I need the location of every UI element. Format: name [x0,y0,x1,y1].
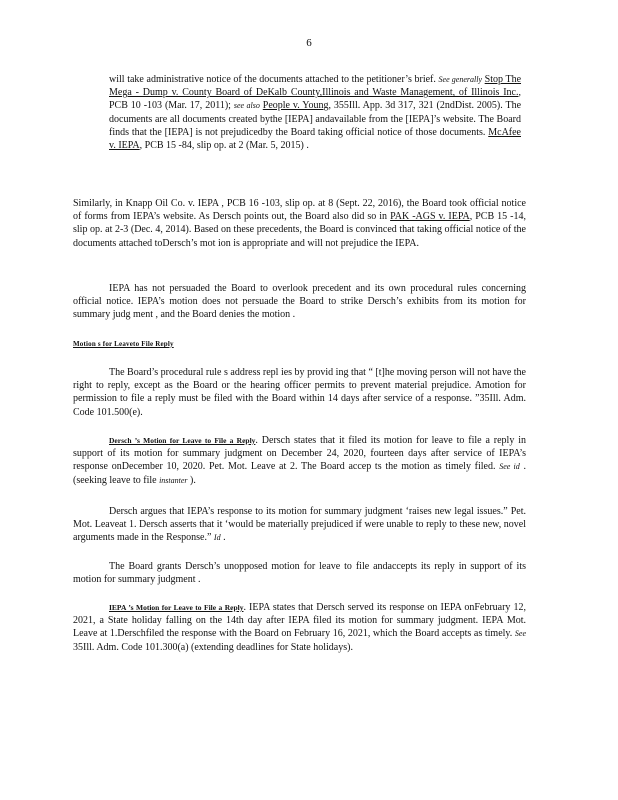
citation-text: , PCB 10 -103 (Mar. 17, 2011); [109,87,521,112]
instanter-term: instanter [159,475,188,485]
paragraph-text: . IEPA states that Dersch served its response on IEPA onFebruary 12, 2021, a State holiday falling on the 14th day after IEPA filed its motion for summary judgment. IEPA Mot. Leave at 1.Derschfiled the response with the Board on February 16, 2021, which the Board accepts as timely. [73,602,526,640]
signal-see-generally: See generally [438,75,482,84]
paragraph-text: IEPA has not persuaded the Board to overlook precedent and its own procedural rules concerning official notice. IEPA’s motion does not persuade the Board to strike Dersch’s exhibits from its motion for summary judg ment , and the Board denies the motion . [73,283,526,321]
run-in-heading: IEPA ’s Motion for Leave to File a Reply [109,603,244,612]
run-in-heading: Dersch ’s Motion for Leave to File a Reply [109,436,256,445]
paragraph-text: 35Ill. Adm. Code 101.300(a) (extending deadlines for State holidays). [73,641,353,653]
quote-sentence: will take administrative notice of the documents attached to the petitioner’s brief. [109,74,436,85]
section-heading: Motion s for Leaveto File Reply [73,340,174,348]
case-citation: PAK -AGS v. IEPA [390,211,470,223]
case-citation: Stop The Mega - Dump v. County Board of DeKalb County,Illinois and Waste Management, of Illinois Inc. [109,74,522,99]
paragraph-text: The Board grants Dersch’s unopposed motion for leave to file andaccepts its reply in support of its motion for summary judgment . [73,561,526,586]
paragraph-text: Similarly, in Knapp Oil Co. v. IEPA , PCB 16 -103, slip op. at 8 (Sept. 22, 2016), the Board took official notice of forms from IEPA’s website. As Dersch points out, the Board also did so in [73,198,526,223]
signal-id: Id [213,533,221,543]
signal-see-also: see also [233,101,260,111]
signal-see: See [514,629,527,639]
block-quote [109,73,521,152]
paragraph-text: . Dersch states that it filed its motion for leave to file a reply in support of its motion for summary judgment on December 24, 2020, fourteen days after service of IEPA’s response onDecember 10, 2020. Pet. Mot. Leave at 2. The Board accep ts the motion as timely filed. [73,435,526,473]
paragraph [73,197,526,250]
paragraph [73,434,526,487]
citation-text: , 355Ill. App. 3d 317, 321 (2ndDist. 2005). The documents are all documents created bythe [IEPA] andavailable from the [IEPA]’s website. The Board finds that the [IEPA] is not prejudicedby the Board taking official notice of those documents. [109,100,522,138]
paragraph-text: . [223,532,226,544]
paragraph-text: . (seeking leave to file [73,461,527,486]
paragraph-text: Dersch argues that IEPA’s response to its motion for summary judgment ‘raises new legal issues.” Pet. Mot. Leaveat 1. Dersch asserts that it ‘would be materially prejudiced if were unable to reply to these new, novel arguments made in the Response.” [73,506,526,544]
page-number: 6 [306,37,312,49]
case-citation: People v. Young [262,100,329,112]
paragraph-text: , PCB 15 -14, slip op. at 2-3 (Dec. 4, 2014). Based on these precedents, the Board is convinced that taking official notice of the documents attached toDersch’s mot ion is appropriate and will not prejudice the IEPA. [73,211,527,249]
paragraph [73,282,526,322]
paragraph [73,505,526,545]
paragraph [73,560,526,586]
paragraph [73,601,526,654]
signal-see-id: See id [499,462,520,472]
paragraph-text: ). [190,474,196,486]
paragraph [73,366,526,419]
paragraph-text: The Board’s procedural rule s address repl ies by provid ing that “ [t]he moving person will not have the right to reply, except as the Board or the hearing officer permits to prevent material prejudice. Amotion for permission to file a reply must be filed with the Board within 14 days after service of a response. ”35Ill. Adm. Code 101.500(e). [73,367,526,418]
citation-text: , PCB 15 -84, slip op. at 2 (Mar. 5, 2015) . [139,140,309,152]
case-citation: McAfee v. IEPA [109,126,521,152]
